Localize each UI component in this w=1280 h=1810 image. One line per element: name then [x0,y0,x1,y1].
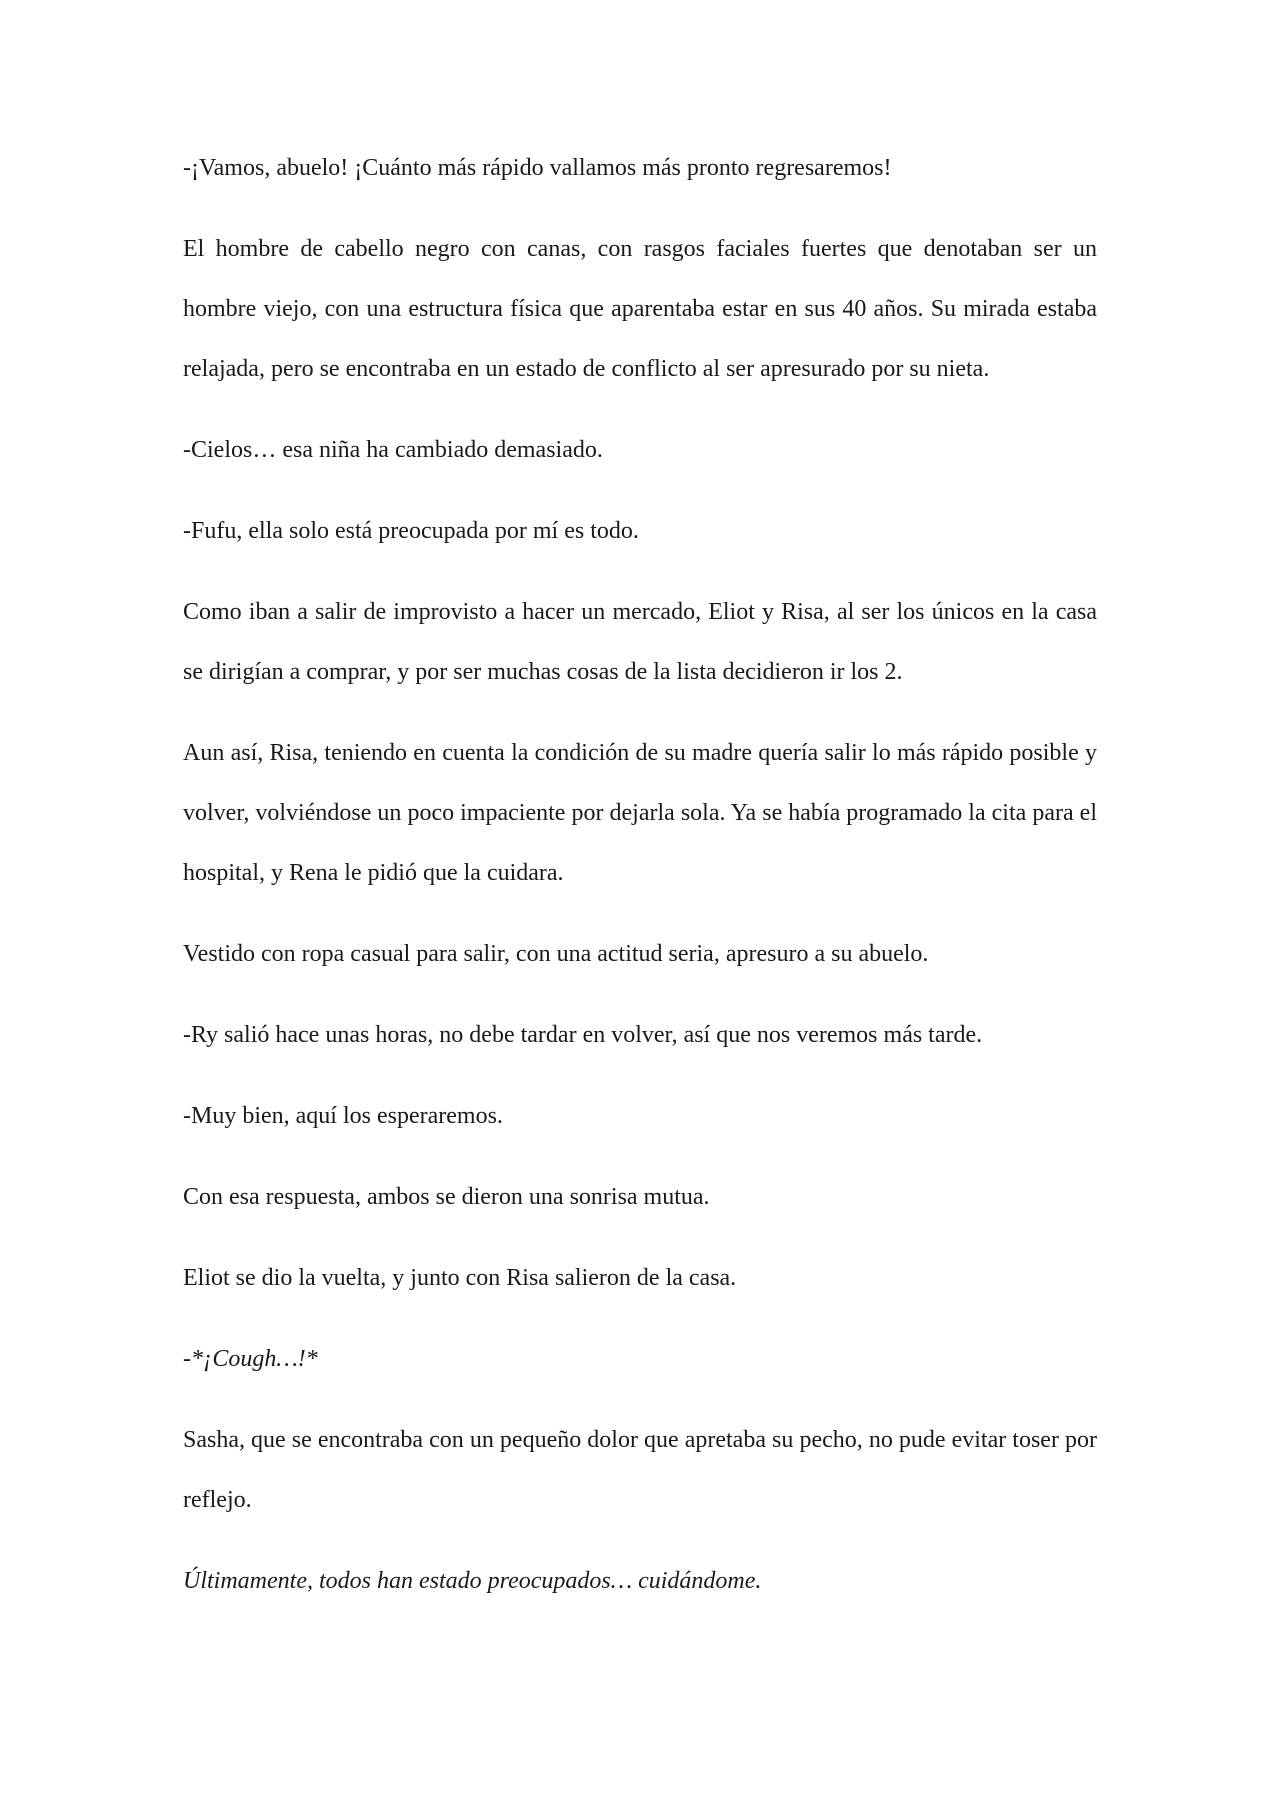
narration-paragraph: Eliot se dio la vuelta, y junto con Risa salieron de la casa. [183,1265,737,1291]
narration-paragraph: El hombre de cabello negro con canas, con rasgos faciales fuertes que denotaban ser un hombre viejo, con una estructura física que aparentaba estar en sus 40 años. Su mirada estaba relajada, pero se encontraba en un estado de conflicto al ser apresurado por su nieta. [183,236,1097,382]
cough-line [183,1329,1097,1389]
dialogue-line: -Fufu, ella solo está preocupada por mí es todo. [183,518,639,544]
document-body [183,138,1097,1611]
narration-paragraph: Aun así, Risa, teniendo en cuenta la condición de su madre quería salir lo más rápido posible y volver, volviéndose un poco impaciente por dejarla sola. Ya se había programado la cita para el hospital, y Rena le pidió que la cuidara. [183,740,1097,886]
narration-paragraph: Con esa respuesta, ambos se dieron una sonrisa mutua. [183,1184,710,1210]
dialogue-line: -Muy bien, aquí los esperaremos. [183,1103,503,1129]
cough-prefix: - [183,1346,191,1372]
narration-paragraph: Vestido con ropa casual para salir, con una actitud seria, apresuro a su abuelo. [183,941,929,967]
inner-thought: Últimamente, todos han estado preocupados… cuidándome. [183,1568,762,1594]
cough-text: *¡Cough…!* [191,1346,318,1372]
dialogue-line: -Ry salió hace unas horas, no debe tardar en volver, así que nos veremos más tarde. [183,1022,983,1048]
dialogue-line: -¡Vamos, abuelo! ¡Cuánto más rápido vallamos más pronto regresaremos! [183,155,892,181]
narration-paragraph: Sasha, que se encontraba con un pequeño dolor que apretaba su pecho, no pude evitar toser por reflejo. [183,1427,1097,1513]
dialogue-line: -Cielos… esa niña ha cambiado demasiado. [183,437,603,463]
narration-paragraph: Como iban a salir de improvisto a hacer un mercado, Eliot y Risa, al ser los únicos en la casa se dirigían a comprar, y por ser muchas cosas de la lista decidieron ir los 2. [183,599,1097,685]
